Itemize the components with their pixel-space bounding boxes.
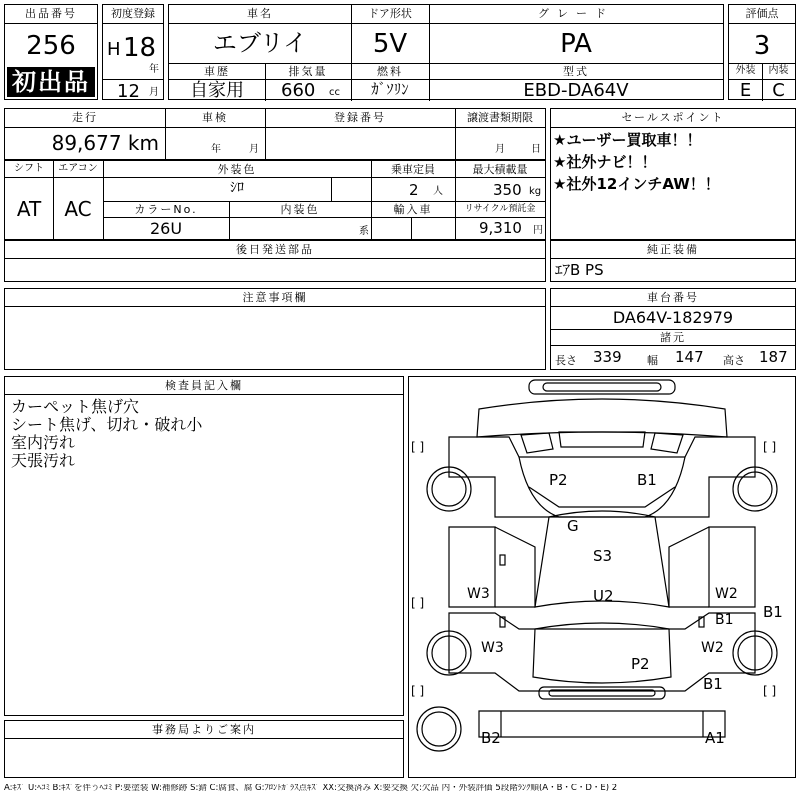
office-label: 事務局よりご案内 <box>152 723 256 736</box>
ac-label: エアコン <box>58 163 98 174</box>
damage-mark: S3 <box>593 547 613 565</box>
damage-mark: B1 <box>703 675 723 693</box>
chassis-label: 車台番号 <box>647 291 699 304</box>
inspector-note-2: シート焦げ、切れ・破れ小 <box>11 415 203 434</box>
fuel-label: 燃料 <box>377 65 403 78</box>
int-color-label: 内装色 <box>280 203 320 216</box>
recycle-value: 9,310 <box>479 219 522 237</box>
color-label: 外装色 <box>217 163 257 176</box>
transfer-month-unit: 月 <box>495 144 505 155</box>
ext-label: 外装 <box>735 65 756 76</box>
score-box <box>728 4 796 100</box>
lot-number: 256 <box>26 31 76 61</box>
grade-value: PA <box>560 29 592 59</box>
chassis-value: DA64V-182979 <box>612 308 734 327</box>
int-label: 内装 <box>768 65 789 76</box>
history-label: 車歴 <box>204 65 230 78</box>
insp-month-unit: 月 <box>249 144 259 155</box>
import-label: 輸入車 <box>393 203 433 216</box>
height-label: 高さ <box>723 354 745 367</box>
width-label: 幅 <box>647 354 658 367</box>
vehicle-outline <box>409 377 795 777</box>
door-label: ドア形状 <box>368 7 412 20</box>
transfer-label: 譲渡書類期限 <box>467 111 533 124</box>
load-label: 最大積載量 <box>472 163 528 176</box>
month-value: 12 <box>117 81 140 102</box>
displacement-label: 排気量 <box>288 65 328 78</box>
inspector-box <box>4 376 404 716</box>
inspector-note-4: 天張汚れ <box>11 451 76 470</box>
damage-mark: P2 <box>549 471 568 489</box>
first-reg-box <box>102 4 164 100</box>
equip-value: ｴｱB PS <box>555 261 604 279</box>
car-name-value: エブリイ <box>212 29 308 57</box>
color-value: ｼﾛ <box>230 180 244 196</box>
score-label: 評価点 <box>745 7 779 20</box>
legend-text: A:ｷｽﾞ U:ﾍｺﾐ B:ｷｽﾞを伴うﾍｺﾐ P:要塗装 W:補修跡 S:錆 C:腐食、腐 G:ﾌﾛﾝﾄｶﾞﾗｽ点ｷｽﾞ XX:交換済み X:要交換 欠:欠品 内・外装評価 5段階ﾗﾝｸ順(A・B・C・D・E) 2 <box>4 784 618 793</box>
width-value: 147 <box>675 348 704 366</box>
bracket-right-top: [ ] <box>763 440 777 454</box>
color-no-value: 26U <box>149 219 183 238</box>
score-value: 3 <box>753 31 771 61</box>
ext-score: E <box>739 80 752 101</box>
office-box <box>4 720 404 778</box>
damage-mark: B1 <box>637 471 657 489</box>
bracket-right-bottom: [ ] <box>763 684 777 698</box>
history-value: 自家用 <box>190 80 244 101</box>
model-value: EBD-DA64V <box>523 80 629 101</box>
length-value: 339 <box>593 348 622 366</box>
spec-grid <box>168 4 724 100</box>
ac-value: AC <box>64 197 92 221</box>
capacity-unit: 人 <box>433 186 443 197</box>
height-value: 187 <box>759 348 788 366</box>
first-listing-badge: 初出品 <box>7 67 95 97</box>
later-parts-label: 後日発送部品 <box>236 243 314 256</box>
sales-point-1: ★ユーザー買取車！！ <box>553 131 702 149</box>
capacity-value: 2 <box>409 181 419 199</box>
sales-point-2: ★社外ナビ！！ <box>553 153 657 171</box>
mileage-label: 走行 <box>72 111 98 124</box>
damage-mark: P2 <box>631 655 650 673</box>
bracket-left-top: [ ] <box>411 440 425 454</box>
inspector-label: 検査員記入欄 <box>165 379 243 392</box>
fuel-value: ｶﾞｿﾘﾝ <box>371 80 409 98</box>
grade-label: グレード <box>538 7 614 20</box>
damage-mark: B2 <box>481 729 501 747</box>
length-label: 長さ <box>555 354 577 367</box>
damage-mark: A1 <box>705 729 725 747</box>
int-score: C <box>772 80 785 101</box>
year-unit: 年 <box>149 64 159 75</box>
first-reg-label: 初度登録 <box>111 7 155 20</box>
shift-value: AT <box>16 197 42 221</box>
model-label: 型式 <box>563 65 589 78</box>
damage-mark: W2 <box>715 586 738 602</box>
load-unit: kg <box>529 186 542 197</box>
caution-label: 注意事項欄 <box>242 291 308 304</box>
inspector-note-3: 室内汚れ <box>11 433 76 452</box>
capacity-label: 乗車定員 <box>391 163 435 176</box>
damage-mark: W2 <box>701 640 724 656</box>
damage-mark: G <box>567 517 579 535</box>
era-value: H <box>107 39 121 60</box>
sales-point-3: ★社外12インチAW！！ <box>553 175 720 193</box>
damage-mark: B1 <box>715 612 734 628</box>
damage-mark: W3 <box>481 640 504 656</box>
month-unit: 月 <box>149 87 159 98</box>
displacement-value: 660 <box>281 80 316 101</box>
insp-year-unit: 年 <box>211 144 221 155</box>
equip-label: 純正装備 <box>647 243 699 256</box>
bracket-left-mid: [ ] <box>411 596 425 610</box>
inspection-label: 車検 <box>202 111 228 124</box>
inspector-note-1: カーペット焦げ穴 <box>11 397 140 416</box>
load-value: 350 <box>493 181 522 199</box>
damage-mark: U2 <box>593 587 614 605</box>
transfer-day-unit: 日 <box>531 144 541 155</box>
lot-box <box>4 4 98 100</box>
damage-mark: W3 <box>467 586 490 602</box>
sales-points-box <box>550 108 796 240</box>
later-parts-box <box>4 240 546 282</box>
sales-label: セールスポイント <box>621 111 725 124</box>
usage-grid <box>4 108 546 160</box>
bracket-left-bottom: [ ] <box>411 684 425 698</box>
displacement-unit: cc <box>329 87 340 98</box>
door-value: 5V <box>372 29 408 59</box>
int-color-unit: 系 <box>359 226 369 237</box>
caution-box <box>4 288 546 370</box>
recycle-label: リサイクル預託金 <box>464 204 536 214</box>
car-name-label: 車名 <box>247 7 273 20</box>
year-value: 18 <box>123 33 157 63</box>
damage-diagram <box>408 376 796 778</box>
chassis-box <box>550 288 796 370</box>
body-grid <box>4 160 546 240</box>
mileage-value: 89,677 km <box>51 131 159 155</box>
damage-mark: B1 <box>763 603 783 621</box>
recycle-unit: 円 <box>533 225 543 236</box>
shift-label: シフト <box>14 163 44 174</box>
reg-no-label: 登録番号 <box>334 111 386 124</box>
color-no-label: カラーNo. <box>134 203 198 216</box>
lot-label: 出品番号 <box>25 7 77 20</box>
equip-box <box>550 240 796 282</box>
dims-label: 諸元 <box>660 331 686 344</box>
